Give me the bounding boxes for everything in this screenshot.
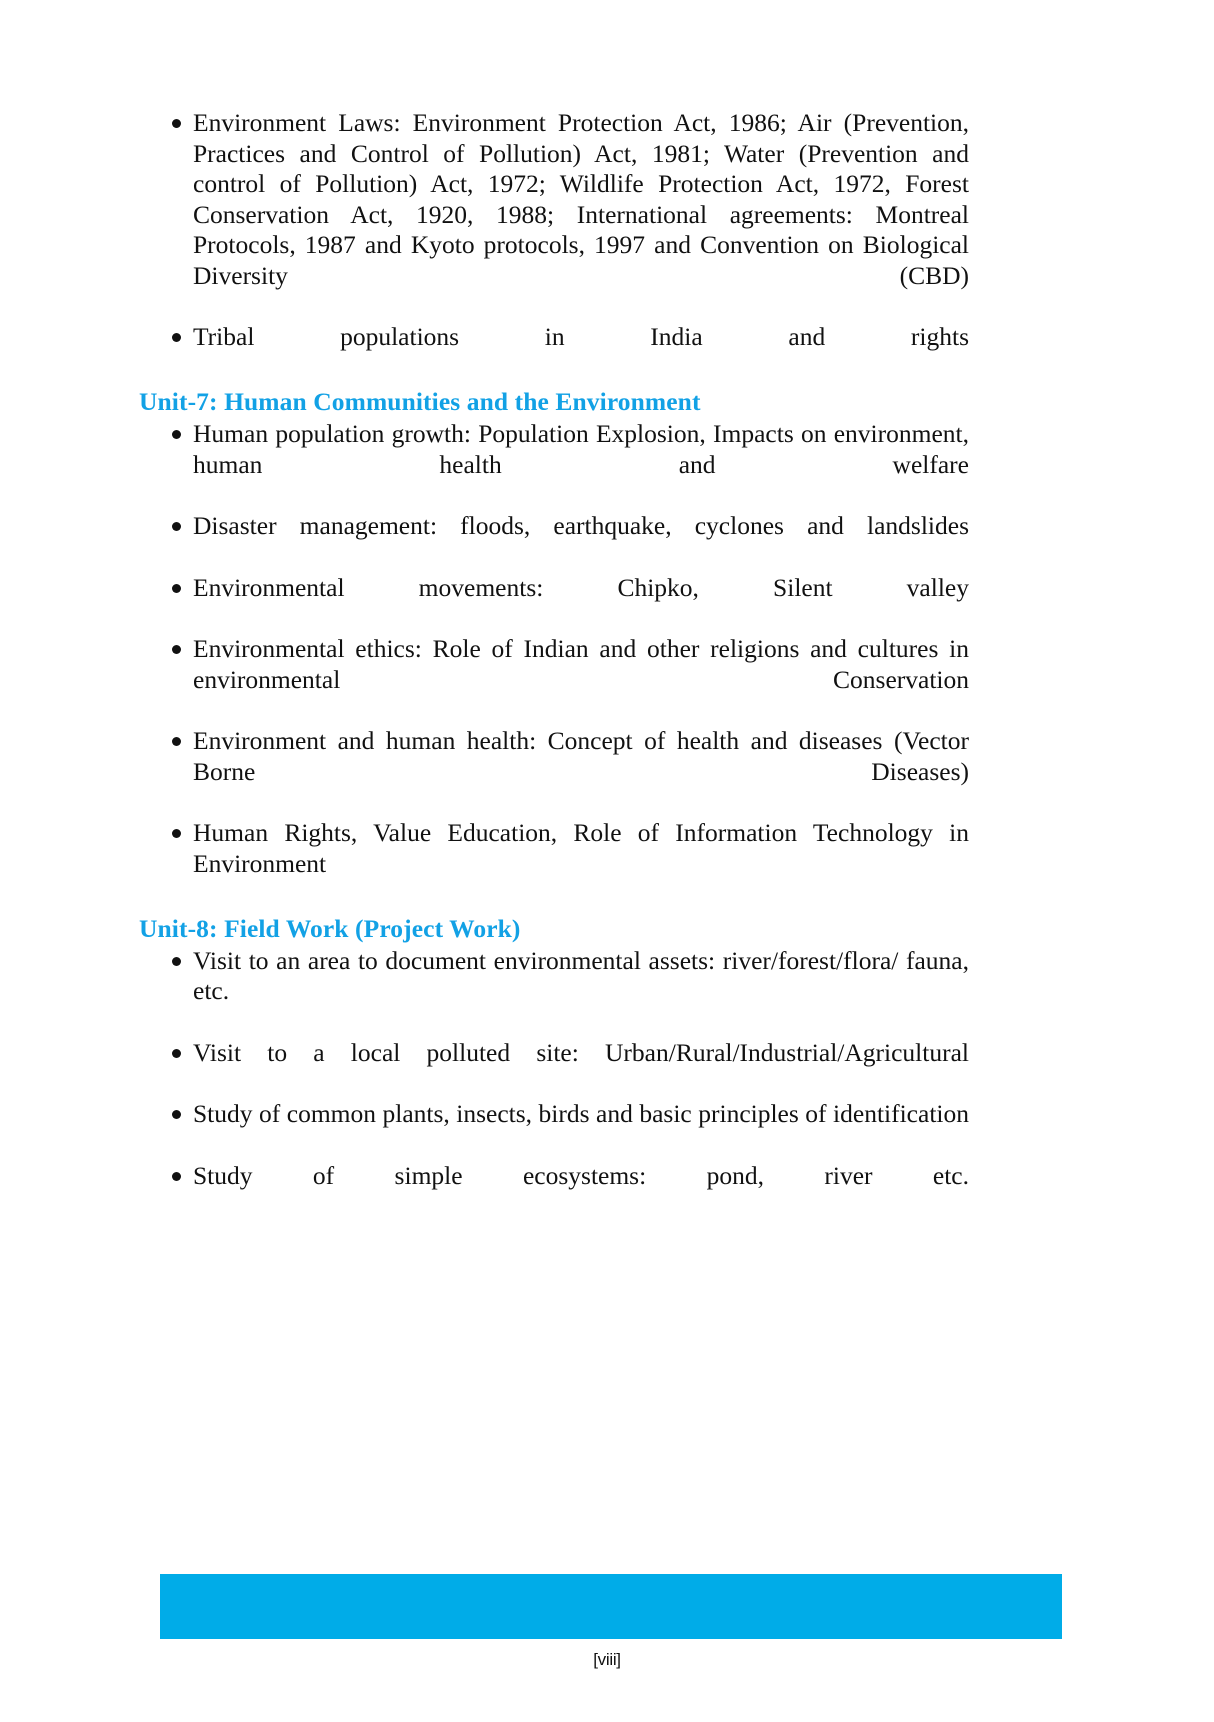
unit-8-heading: Unit-8: Field Work (Project Work)	[139, 913, 521, 943]
list-item-text: Tribal populations in India and rights	[193, 322, 969, 351]
unit-7-heading: Unit-7: Human Communities and the Environment	[139, 387, 701, 416]
list-item-text: Human population growth: Population Explosion, Impacts on environment, human health and welfare	[193, 419, 969, 479]
list-item	[139, 1099, 969, 1160]
list-item	[139, 946, 969, 1038]
bullet-dot-icon	[172, 1049, 181, 1058]
list-item-text: Study of simple ecosystems: pond, river etc.	[193, 1160, 969, 1190]
bullet-list-unit-7	[139, 419, 969, 910]
bullet-dot-icon	[172, 957, 181, 966]
list-item	[139, 511, 969, 572]
list-item	[139, 1161, 969, 1222]
list-item	[139, 419, 969, 511]
list-item	[139, 634, 969, 726]
list-item	[139, 726, 969, 818]
list-item	[139, 1038, 969, 1099]
list-item-text: Environment and human health: Concept of health and diseases (Vector Borne Diseases)	[193, 726, 969, 786]
bullet-dot-icon	[172, 119, 181, 128]
list-item-text: Human Rights, Value Education, Role of Information Technology in Environment	[193, 818, 969, 878]
list-item	[139, 818, 969, 910]
bullet-list-unit-8	[139, 946, 969, 1222]
list-item-text: Visit to a local polluted site: Urban/Rural/Industrial/Agricultural	[193, 1037, 969, 1067]
list-item-text: Disaster management: floods, earthquake, cyclones and landslides	[193, 511, 969, 540]
syllabus-content	[139, 108, 969, 1222]
list-item	[139, 573, 969, 634]
list-item-text: Study of common plants, insects, birds and basic principles of identification	[193, 1099, 969, 1128]
bullet-dot-icon	[172, 1172, 181, 1181]
list-item-text: Environmental ethics: Role of Indian and other religions and cultures in environmental Conservation	[193, 634, 969, 694]
list-item-text: Environmental movements: Chipko, Silent valley	[193, 572, 969, 602]
list-item-text: Environment Laws: Environment Protection Act, 1986; Air (Prevention, Practices and Control of Pollution) Act, 1981; Water (Prevention and control of Pollution) Act, 1972; Wildlife Protection Act, 1972, Forest Conservation Act, 1920, 1988; International agreements: Montreal Protocols, 1987 and Kyoto protocols, 1997 and Convention on Biological Diversity (CBD)	[193, 108, 969, 290]
bullet-dot-icon	[172, 522, 181, 531]
bullet-dot-icon	[172, 584, 181, 593]
footer-accent-bar	[160, 1574, 1062, 1639]
page-number: [viii]	[593, 1650, 621, 1669]
list-item	[139, 322, 969, 383]
bullet-dot-icon	[172, 430, 181, 439]
bullet-dot-icon	[172, 333, 181, 342]
bullet-list-continuation	[139, 108, 969, 383]
bullet-dot-icon	[172, 1110, 181, 1119]
list-item	[139, 108, 969, 322]
bullet-dot-icon	[172, 737, 181, 746]
bullet-dot-icon	[172, 645, 181, 654]
bullet-dot-icon	[172, 829, 181, 838]
list-item-text: Visit to an area to document environmental assets: river/forest/flora/ fauna, etc.	[193, 945, 969, 1005]
